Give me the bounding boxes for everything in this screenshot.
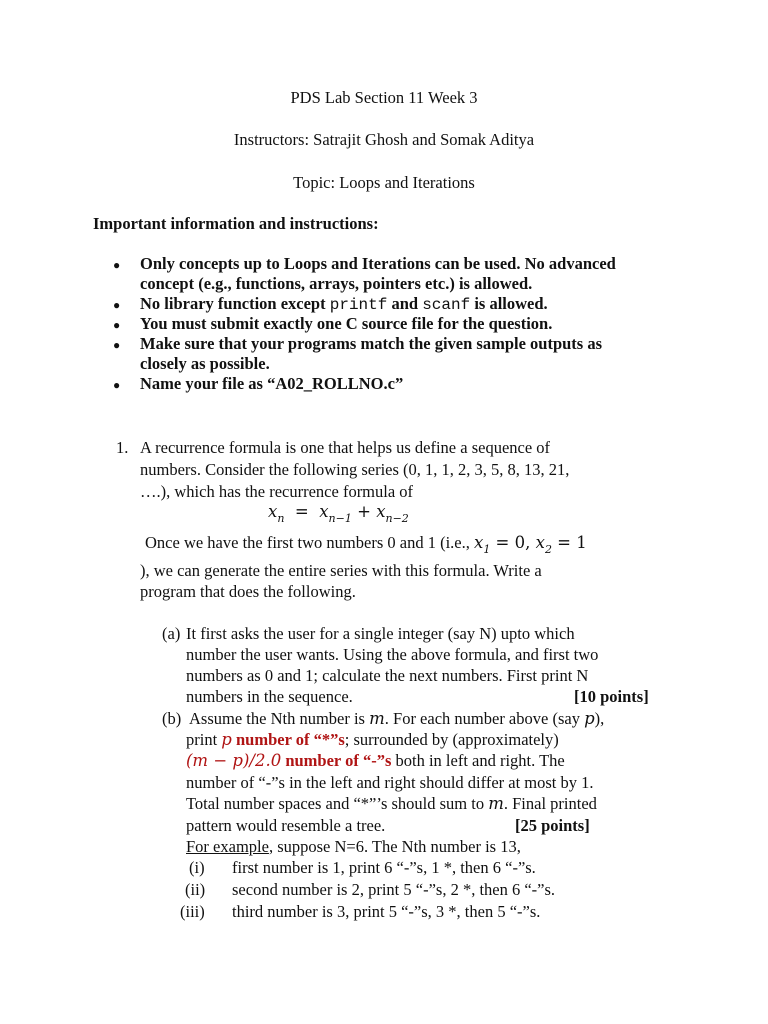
instruction-item: Name your file as “A02_ROLLNO.c”	[140, 374, 404, 393]
instruction-item: Make sure that your programs match the given sample outputs as	[140, 334, 603, 353]
bullet-marker: ●	[113, 298, 121, 312]
part-text: numbers in the sequence.	[186, 687, 353, 706]
example-item-text: third number is 3, print 5 “-”s, 3 *, then 5 “-”s.	[232, 902, 541, 921]
example-item-label: (i)	[189, 858, 205, 877]
question-text: numbers. Consider the following series (0, 1, 1, 2, 3, 5, 8, 13, 21,	[140, 460, 570, 479]
bullet-marker: ●	[113, 318, 121, 332]
math-expression: (m − p)/2.0	[186, 751, 282, 770]
question-text: A recurrence formula is one that helps us define a sequence of	[140, 438, 551, 457]
part-text: It first asks the user for a single integer (say N) upto which	[186, 624, 575, 643]
points-label: [25 points]	[515, 816, 590, 835]
example-line: For example, suppose N=6. The Nth number is 13,	[186, 837, 521, 856]
instructors-line: Instructors: Satrajit Ghosh and Somak Aditya	[233, 130, 535, 149]
instruction-item-continued: closely as possible.	[140, 354, 270, 373]
code-printf: printf	[329, 296, 388, 314]
instruction-item-continued: concept (e.g., functions, arrays, pointers etc.) is allowed.	[140, 274, 533, 293]
part-text: Total number spaces and “*”’s should sum to m. Final printed	[186, 794, 597, 813]
bullet-marker: ●	[113, 338, 121, 352]
points-label: [10 points]	[574, 687, 649, 706]
part-label: (a)	[162, 624, 181, 643]
part-text: pattern would resemble a tree.	[186, 816, 386, 835]
bullet-marker: ●	[113, 258, 121, 272]
highlight-text: number of “*”s	[231, 730, 345, 749]
document-title: PDS Lab Section 11 Week 3	[290, 88, 478, 107]
question-text: ), we can generate the entire series with this formula. Write a	[140, 561, 542, 580]
part-text: numbers as 0 and 1; calculate the next numbers. First print N	[186, 666, 589, 685]
bullet-marker: ●	[113, 378, 121, 392]
instruction-item: No library function except printf and scanf is allowed.	[140, 294, 548, 314]
instructions-heading: Important information and instructions:	[93, 214, 379, 233]
question-text-initial-values: Once we have the first two numbers 0 and 1 (i.e., $x_1 = 0$, $x_2 = 1$	[145, 533, 587, 556]
instruction-item: You must submit exactly one C source file for the question.	[140, 314, 553, 333]
part-text: Assume the Nth number is m. For each number above (say p),	[189, 709, 605, 728]
question-text: ….), which has the recurrence formula of	[140, 482, 414, 501]
recurrence-formula: $x_n = x_{n-1} + x_{n-2}$	[268, 502, 409, 525]
highlight-text: number of “-”s	[281, 751, 392, 770]
part-text: number of “-”s in the left and right should differ at most by 1.	[186, 773, 594, 792]
example-item-label: (ii)	[185, 880, 206, 899]
example-item-label: (iii)	[180, 902, 205, 921]
question-number: 1.	[116, 438, 129, 457]
part-text: print p number of “*”s; surrounded by (approximately)	[186, 730, 559, 749]
part-text: number the user wants. Using the above formula, and first two	[186, 645, 599, 664]
part-label: (b)	[162, 709, 182, 728]
code-scanf: scanf	[422, 296, 471, 314]
question-text: program that does the following.	[140, 582, 356, 601]
example-item-text: second number is 2, print 5 “-”s, 2 *, then 6 “-”s.	[232, 880, 556, 899]
example-item-text: first number is 1, print 6 “-”s, 1 *, then 6 “-”s.	[232, 858, 536, 877]
part-text: (m − p)/2.0 number of “-”s both in left and right. The	[186, 751, 565, 770]
topic-line: Topic: Loops and Iterations	[293, 173, 475, 192]
instruction-item: Only concepts up to Loops and Iterations can be used. No advanced	[140, 254, 616, 273]
